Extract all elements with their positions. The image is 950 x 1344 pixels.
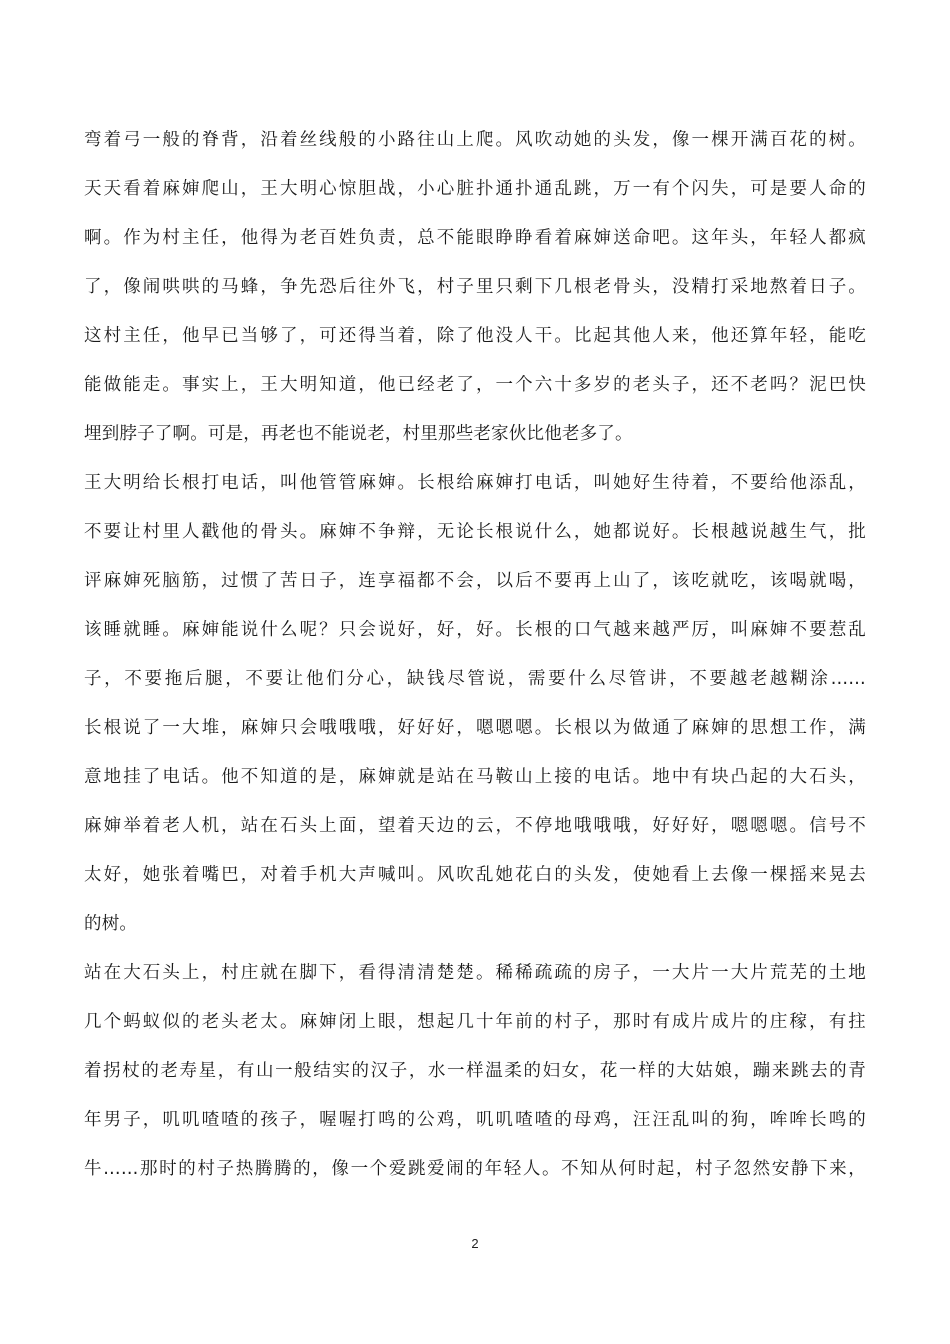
text-line: 的树。: [84, 914, 138, 934]
text-line: 了，像闹哄哄的马蜂，争先恐后往外飞，村子里只剩下几根老骨头，没精打采地熬着日子。: [84, 277, 866, 297]
text-line: 牛……那时的村子热腾腾的，像一个爱跳爱闹的年轻人。不知从何时起，村子忽然安静下来，: [84, 1159, 866, 1179]
text-line: 王大明给长根打电话，叫他管管麻婶。长根给麻婶打电话，叫她好生待着，不要给他添乱，: [84, 473, 866, 493]
page-number: 2: [471, 1236, 479, 1251]
text-line: 麻婶举着老人机，站在石头上面，望着天边的云，不停地哦哦哦，好好好，嗯嗯嗯。信号不: [84, 816, 866, 836]
text-line: 弯着弓一般的脊背，沿着丝线般的小路往山上爬。风吹动她的头发，像一棵开满百花的树。: [84, 130, 866, 150]
text-line: 能做能走。事实上，王大明知道，他已经老了，一个六十多岁的老头子，还不老吗？泥巴快: [84, 375, 866, 395]
text-line: 子，不要拖后腿，不要让他们分心，缺钱尽管说，需要什么尽管讲，不要越老越糊涂……: [84, 669, 866, 689]
text-line: 这村主任，他早已当够了，可还得当着，除了他没人干。比起其他人来，他还算年轻，能吃: [84, 326, 866, 346]
text-line: 着拐杖的老寿星，有山一般结实的汉子，水一样温柔的妇女，花一样的大姑娘，蹦来跳去的青: [84, 1061, 866, 1081]
text-line: 评麻婶死脑筋，过惯了苦日子，连享福都不会，以后不要再上山了，该吃就吃，该喝就喝，: [84, 571, 866, 591]
text-line: 意地挂了电话。他不知道的是，麻婶就是站在马鞍山上接的电话。地中有块凸起的大石头，: [84, 767, 866, 787]
text-line: 长根说了一大堆，麻婶只会哦哦哦，好好好，嗯嗯嗯。长根以为做通了麻婶的思想工作，满: [84, 718, 866, 738]
text-line: 啊。作为村主任，他得为老百姓负责，总不能眼睁睁看着麻婶送命吧。这年头，年轻人都疯: [84, 228, 866, 248]
text-line: 站在大石头上，村庄就在脚下，看得清清楚楚。稀稀疏疏的房子，一大片一大片荒芜的土地: [84, 963, 866, 983]
text-line: 几个蚂蚁似的老头老太。麻婶闭上眼，想起几十年前的村子，那时有成片成片的庄稼，有拄: [84, 1012, 866, 1032]
text-line: 该睡就睡。麻婶能说什么呢？只会说好，好，好。长根的口气越来越严厉，叫麻婶不要惹乱: [84, 620, 866, 640]
text-line: 不要让村里人戳他的骨头。麻婶不争辩，无论长根说什么，她都说好。长根越说越生气，批: [84, 522, 866, 542]
text-line: 埋到脖子了啊。可是，再老也不能说老，村里那些老家伙比他老多了。: [84, 424, 633, 444]
body-text: [84, 122, 866, 1200]
text-line: 天天看着麻婶爬山，王大明心惊胆战，小心脏扑通扑通乱跳，万一有个闪失，可是要人命的: [84, 179, 866, 199]
text-line: 太好，她张着嘴巴，对着手机大声喊叫。风吹乱她花白的头发，使她看上去像一棵摇来晃去: [84, 865, 866, 885]
text-line: 年男子，叽叽喳喳的孩子，喔喔打鸣的公鸡，叽叽喳喳的母鸡，汪汪乱叫的狗，哞哞长鸣的: [84, 1110, 866, 1130]
